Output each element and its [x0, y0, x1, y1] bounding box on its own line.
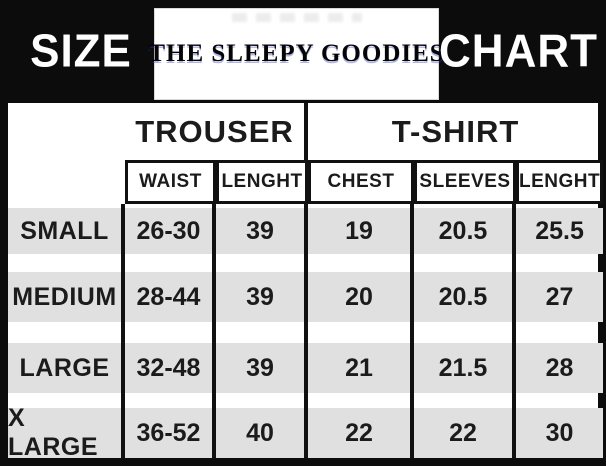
row-medium-size: MEDIUM [8, 272, 125, 322]
gap-cell [516, 254, 603, 272]
col-header-chest: CHEST [308, 160, 414, 204]
row-medium-tshirt-lenght: 27 [516, 272, 603, 322]
row-small-size: SMALL [8, 208, 125, 254]
col-header-trouser-lenght: LENGHT [216, 160, 308, 204]
row-large-size: LARGE [8, 343, 125, 393]
row-xlarge-tshirt-lenght: 30 [516, 408, 603, 458]
gap-cell [516, 393, 603, 408]
row-large-waist: 32-48 [125, 343, 216, 393]
gap-cell [125, 254, 216, 272]
gap-cell [414, 322, 516, 343]
gap-cell [414, 254, 516, 272]
header-band [8, 0, 598, 103]
row-medium-chest: 20 [308, 272, 414, 322]
group-header-trouser: TROUSER [125, 103, 308, 160]
gap-cell [414, 393, 516, 408]
gap-cell [516, 322, 603, 343]
brand-name: THE SLEEPY GOODIES [148, 40, 445, 67]
gap-cell [216, 393, 308, 408]
gap-cell [308, 254, 414, 272]
header-left-segment [8, 0, 154, 103]
header-right-segment [439, 0, 598, 103]
gap-cell [216, 322, 308, 343]
brand-box [148, 8, 445, 100]
col-header-tshirt-lenght: LENGHT [516, 160, 603, 204]
row-small-sleeves: 20.5 [414, 208, 516, 254]
row-small-chest: 19 [308, 208, 414, 254]
gap-cell [8, 254, 125, 272]
row-small-tshirt-lenght: 25.5 [516, 208, 603, 254]
row-xlarge-trouser-lenght: 40 [216, 408, 308, 458]
row-medium-waist: 28-44 [125, 272, 216, 322]
group-header-tshirt: T-SHIRT [391, 113, 520, 149]
group-header-spacer [8, 103, 125, 160]
row-large-trouser-lenght: 39 [216, 343, 308, 393]
col-header-spacer [8, 160, 125, 204]
row-large-chest: 21 [308, 343, 414, 393]
size-label: SIZE [30, 25, 132, 77]
row-small-waist: 26-30 [125, 208, 216, 254]
size-table [8, 103, 601, 461]
gap-cell [216, 254, 308, 272]
col-header-waist: WAIST [125, 160, 216, 204]
row-small-trouser-lenght: 39 [216, 208, 308, 254]
gap-cell [308, 393, 414, 408]
row-medium-sleeves: 20.5 [414, 272, 516, 322]
row-xlarge-size: X LARGE [8, 408, 125, 458]
gap-cell [125, 322, 216, 343]
chart-label: CHART [439, 25, 598, 77]
row-xlarge-sleeves: 22 [414, 408, 516, 458]
row-xlarge-waist: 36-52 [125, 408, 216, 458]
row-xlarge-chest: 22 [308, 408, 414, 458]
gap-cell [308, 322, 414, 343]
row-medium-trouser-lenght: 39 [216, 272, 308, 322]
gap-cell [125, 393, 216, 408]
row-large-sleeves: 21.5 [414, 343, 516, 393]
gap-cell [8, 322, 125, 343]
col-header-sleeves: SLEEVES [414, 160, 516, 204]
row-large-tshirt-lenght: 28 [516, 343, 603, 393]
ghost-marks [232, 13, 362, 22]
